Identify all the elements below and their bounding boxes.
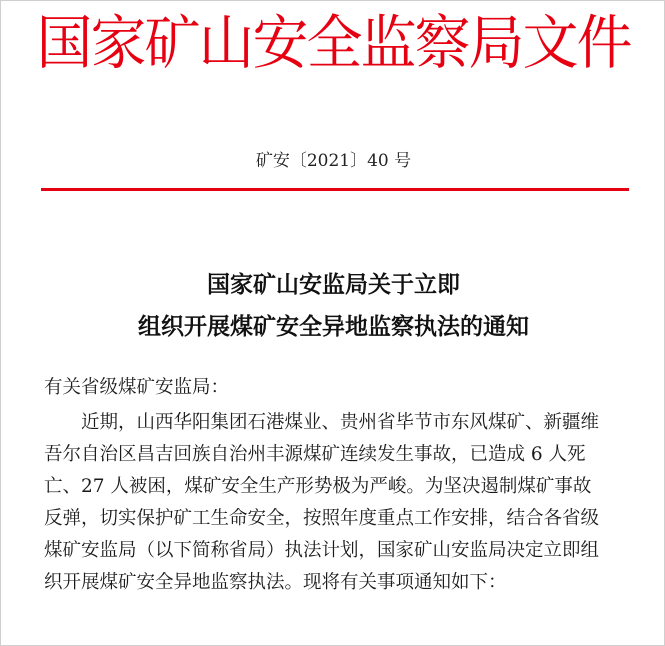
salutation: 有关省级煤矿安监局：	[44, 377, 230, 398]
body-line: 亡、27 人被困，煤矿安全生产形势极为严峻。为坚决遏制煤矿事故	[44, 476, 592, 497]
red-separator-rule	[41, 188, 629, 191]
document-title	[1, 264, 665, 348]
body-line: 煤矿安监局（以下简称省局）执法计划，国家矿山安监局决定立即组	[44, 540, 600, 561]
body-paragraph	[44, 407, 644, 599]
title-line: 组织开展煤矿安全异地监察执法的通知	[138, 314, 529, 340]
title-line: 国家矿山安监局关于立即	[207, 272, 460, 298]
document-masthead: 国家矿山安全监察局文件	[36, 9, 631, 78]
body-line: 近期，山西华阳集团石港煤业、贵州省毕节市东风煤矿、新疆维	[81, 412, 600, 433]
body-line: 吾尔自治区昌吉回族自治州丰源煤矿连续发生事故，已造成 6 人死	[44, 444, 586, 465]
body-line: 织开展煤矿安全异地监察执法。现将有关事项通知如下：	[44, 572, 507, 593]
body-line: 反弹，切实保护矿工生命安全，按照年度重点工作安排，结合各省级	[44, 508, 600, 529]
document-number: 矿安〔2021〕40 号	[255, 151, 412, 171]
